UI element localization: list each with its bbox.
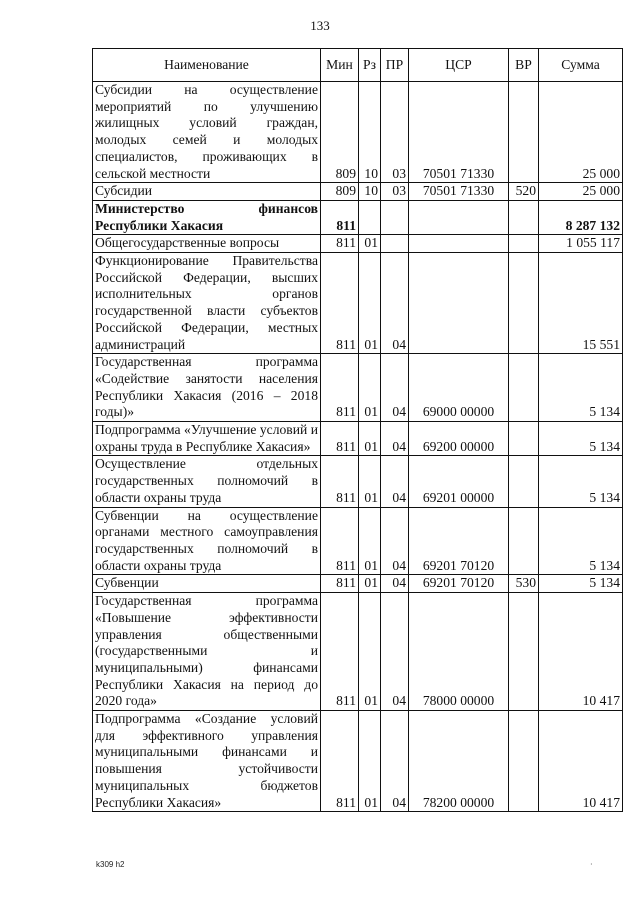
cell-vr <box>509 507 539 575</box>
cell-name: Субсидии <box>93 183 321 201</box>
cell-vr <box>509 200 539 234</box>
cell-rz <box>359 200 381 234</box>
cell-min: 811 <box>321 456 359 507</box>
cell-min: 811 <box>321 575 359 593</box>
table-row <box>93 507 623 575</box>
table-row <box>93 422 623 456</box>
cell-sum: 5 134 <box>539 354 623 422</box>
cell-name: Министерство финансов Республики Хакасия <box>93 200 321 234</box>
cell-rz: 01 <box>359 593 381 711</box>
cell-sum: 25 000 <box>539 183 623 201</box>
cell-rz: 10 <box>359 183 381 201</box>
header-rz: Рз <box>359 49 381 82</box>
cell-pr: 04 <box>381 507 409 575</box>
page-number: 133 <box>310 18 330 33</box>
table-header-row <box>93 49 623 82</box>
cell-min: 809 <box>321 183 359 201</box>
cell-csr <box>409 253 509 354</box>
table-row <box>93 183 623 201</box>
cell-vr <box>509 354 539 422</box>
cell-csr: 78000 00000 <box>409 593 509 711</box>
cell-rz: 01 <box>359 354 381 422</box>
cell-sum: 25 000 <box>539 82 623 183</box>
cell-sum: 5 134 <box>539 507 623 575</box>
cell-pr: 04 <box>381 354 409 422</box>
table-row <box>93 593 623 711</box>
table-row <box>93 354 623 422</box>
table-row <box>93 253 623 354</box>
cell-rz: 01 <box>359 456 381 507</box>
cell-sum: 5 134 <box>539 456 623 507</box>
cell-vr: 520 <box>509 183 539 201</box>
cell-pr: 04 <box>381 456 409 507</box>
cell-min: 811 <box>321 235 359 253</box>
cell-name: Субсидии на осуществление мероприятий по улучшению жилищных условий граждан, молодых семей и молодых специалистов, проживающих в сельской местности <box>93 82 321 183</box>
cell-sum: 5 134 <box>539 422 623 456</box>
cell-csr: 69000 00000 <box>409 354 509 422</box>
cell-name: Субвенции <box>93 575 321 593</box>
table-row <box>93 711 623 812</box>
header-min: Мин <box>321 49 359 82</box>
table-row <box>93 575 623 593</box>
cell-sum: 5 134 <box>539 575 623 593</box>
cell-vr <box>509 235 539 253</box>
cell-vr <box>509 422 539 456</box>
cell-name: Государственная программа «Повышение эффективности управления общественными (государственными и муниципальными) финансами Республики Хакасия на период до 2020 года» <box>93 593 321 711</box>
cell-name: Подпрограмма «Улучшение условий и охраны труда в Республике Хакасия» <box>93 422 321 456</box>
cell-rz: 01 <box>359 575 381 593</box>
cell-csr: 69200 00000 <box>409 422 509 456</box>
cell-sum: 1 055 117 <box>539 235 623 253</box>
cell-pr: 04 <box>381 422 409 456</box>
cell-pr: 03 <box>381 82 409 183</box>
cell-min: 811 <box>321 354 359 422</box>
cell-min: 811 <box>321 711 359 812</box>
cell-min: 811 <box>321 200 359 234</box>
cell-vr <box>509 82 539 183</box>
table-row <box>93 235 623 253</box>
cell-min: 811 <box>321 507 359 575</box>
cell-sum: 10 417 <box>539 711 623 812</box>
cell-name: Общегосударственные вопросы <box>93 235 321 253</box>
cell-vr <box>509 253 539 354</box>
header-sum: Сумма <box>539 49 623 82</box>
cell-rz: 10 <box>359 82 381 183</box>
cell-name: Государственная программа «Содействие занятости населения Республики Хакасия (2016 – 2018 годы)» <box>93 354 321 422</box>
cell-vr <box>509 711 539 812</box>
table-row <box>93 200 623 234</box>
cell-pr: 04 <box>381 711 409 812</box>
cell-pr: 04 <box>381 575 409 593</box>
cell-vr: 530 <box>509 575 539 593</box>
cell-csr: 78200 00000 <box>409 711 509 812</box>
table-row <box>93 82 623 183</box>
cell-sum: 10 417 <box>539 593 623 711</box>
cell-min: 811 <box>321 253 359 354</box>
cell-name: Осуществление отдельных государственных полномочий в области охраны труда <box>93 456 321 507</box>
document-code: k309 h2 <box>96 860 125 869</box>
cell-min: 811 <box>321 422 359 456</box>
cell-name: Подпрограмма «Создание условий для эффективного управления муниципальными финансами и повышения устойчивости муниципальных бюджетов Республики Хакасия» <box>93 711 321 812</box>
cell-rz: 01 <box>359 422 381 456</box>
budget-table <box>92 48 623 812</box>
cell-rz: 01 <box>359 711 381 812</box>
cell-csr: 69201 70120 <box>409 575 509 593</box>
cell-min: 811 <box>321 593 359 711</box>
table-row <box>93 456 623 507</box>
cell-csr: 69201 00000 <box>409 456 509 507</box>
cell-vr <box>509 593 539 711</box>
cell-rz: 01 <box>359 253 381 354</box>
header-name: Наименование <box>93 49 321 82</box>
cell-csr: 69201 70120 <box>409 507 509 575</box>
table-body <box>93 82 623 812</box>
cell-name: Функционирование Правительства Российской Федерации, высших исполнительных органов государственной власти субъектов Российской Федерации, местных администраций <box>93 253 321 354</box>
cell-pr: 03 <box>381 183 409 201</box>
header-pr: ПР <box>381 49 409 82</box>
header-csr: ЦСР <box>409 49 509 82</box>
cell-sum: 8 287 132 <box>539 200 623 234</box>
cell-rz: 01 <box>359 507 381 575</box>
cell-pr: 04 <box>381 593 409 711</box>
cell-min: 809 <box>321 82 359 183</box>
corner-mark: · <box>590 860 593 869</box>
cell-sum: 15 551 <box>539 253 623 354</box>
header-vr: ВР <box>509 49 539 82</box>
cell-rz: 01 <box>359 235 381 253</box>
cell-csr: 70501 71330 <box>409 82 509 183</box>
cell-csr: 70501 71330 <box>409 183 509 201</box>
cell-pr <box>381 235 409 253</box>
cell-csr <box>409 200 509 234</box>
cell-pr <box>381 200 409 234</box>
cell-pr: 04 <box>381 253 409 354</box>
cell-vr <box>509 456 539 507</box>
cell-csr <box>409 235 509 253</box>
cell-name: Субвенции на осуществление органами местного самоуправления государственных полномочий в области охраны труда <box>93 507 321 575</box>
